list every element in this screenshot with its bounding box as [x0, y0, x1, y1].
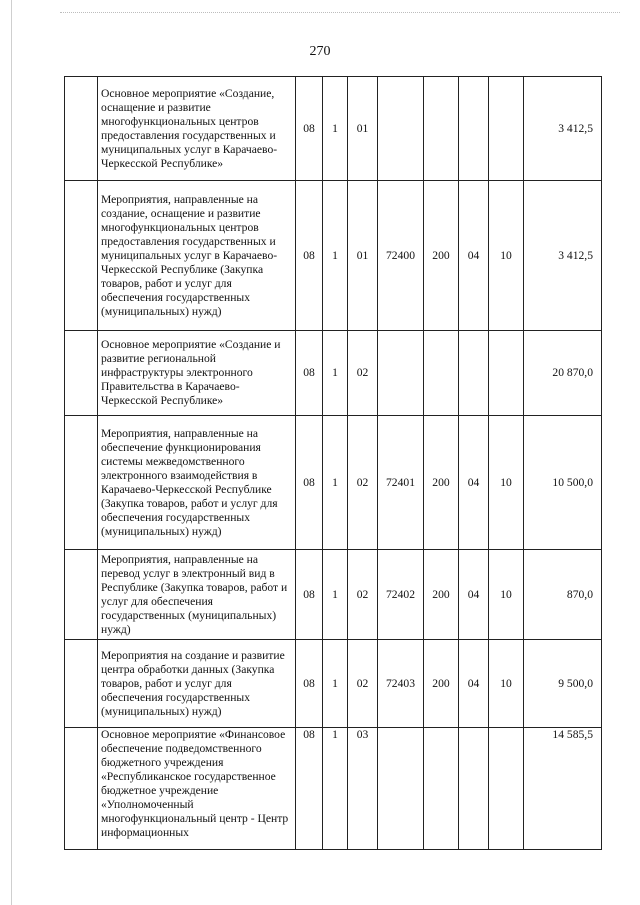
subsection-code-cell: 04 — [459, 181, 489, 331]
expense-code-cell: 72402 — [378, 550, 424, 640]
event-code-cell: 01 — [348, 77, 378, 181]
detail-code-cell — [489, 728, 524, 850]
expense-code-cell — [378, 77, 424, 181]
amount-cell: 3 412,5 — [524, 181, 602, 331]
expense-code-cell: 72401 — [378, 416, 424, 550]
detail-code-cell: 10 — [489, 550, 524, 640]
program-code-cell: 1 — [323, 77, 348, 181]
program-code-cell: 1 — [323, 550, 348, 640]
detail-code-cell: 10 — [489, 181, 524, 331]
event-code-cell: 02 — [348, 640, 378, 728]
expense-code-cell — [378, 728, 424, 850]
table-row — [65, 550, 602, 640]
section-code-cell: 08 — [296, 640, 323, 728]
row-name-cell: Мероприятия, направленные на перевод услуг в электронный вид в Республике (Закупка товаров, работ и услуг для обеспечения государственных (муниципальных) нужд) — [98, 550, 296, 640]
row-name-cell: Основное мероприятие «Создание, оснащение и развитие многофункциональных центров предоставления государственных и муниципальных услуг в Карачаево-Черкесской Республике» — [98, 77, 296, 181]
section-code-cell: 08 — [296, 416, 323, 550]
table-row — [65, 640, 602, 728]
row-number-cell — [65, 331, 98, 416]
expense-code-cell: 72403 — [378, 640, 424, 728]
event-code-cell: 02 — [348, 331, 378, 416]
program-code-cell: 1 — [323, 181, 348, 331]
table-row — [65, 728, 602, 850]
event-code-cell: 01 — [348, 181, 378, 331]
program-code-cell: 1 — [323, 640, 348, 728]
section-code-cell: 08 — [296, 728, 323, 850]
table-row — [65, 331, 602, 416]
amount-cell: 3 412,5 — [524, 77, 602, 181]
expense-type-code-cell — [424, 331, 459, 416]
amount-cell: 10 500,0 — [524, 416, 602, 550]
subsection-code-cell: 04 — [459, 550, 489, 640]
scan-edge — [11, 0, 12, 905]
event-code-cell: 02 — [348, 416, 378, 550]
subsection-code-cell: 04 — [459, 416, 489, 550]
row-name-cell: Основное мероприятие «Финансовое обеспечение подведомственного бюджетного учреждения «Республиканское государственное бюджетное учреждение «Уполномоченный многофункциональный центр - Центр информационных — [98, 728, 296, 850]
amount-cell: 870,0 — [524, 550, 602, 640]
row-name-cell: Мероприятия, направленные на обеспечение функционирования системы межведомственного электронного взаимодействия в Карачаево-Черкесской Республике (Закупка товаров, работ и услуг для обеспечения государственных (муниципальных) нужд) — [98, 416, 296, 550]
detail-code-cell — [489, 331, 524, 416]
row-number-cell — [65, 77, 98, 181]
table-row — [65, 181, 602, 331]
expense-type-code-cell: 200 — [424, 416, 459, 550]
expense-code-cell: 72400 — [378, 181, 424, 331]
program-code-cell: 1 — [323, 728, 348, 850]
row-number-cell — [65, 416, 98, 550]
row-name-cell: Мероприятия на создание и развитие центра обработки данных (Закупка товаров, работ и услуг для обеспечения государственных (муниципальных) нужд) — [98, 640, 296, 728]
row-number-cell — [65, 550, 98, 640]
amount-cell: 9 500,0 — [524, 640, 602, 728]
program-code-cell: 1 — [323, 416, 348, 550]
budget-table — [64, 76, 602, 850]
expense-type-code-cell: 200 — [424, 550, 459, 640]
detail-code-cell — [489, 77, 524, 181]
subsection-code-cell — [459, 331, 489, 416]
scan-edge-top — [60, 12, 620, 14]
expense-code-cell — [378, 331, 424, 416]
event-code-cell: 03 — [348, 728, 378, 850]
table-row — [65, 416, 602, 550]
expense-type-code-cell: 200 — [424, 181, 459, 331]
section-code-cell: 08 — [296, 550, 323, 640]
row-name-cell: Основное мероприятие «Создание и развитие региональной инфраструктуры электронного Правительства в Карачаево-Черкесской Республике» — [98, 331, 296, 416]
expense-type-code-cell — [424, 728, 459, 850]
amount-cell: 20 870,0 — [524, 331, 602, 416]
event-code-cell: 02 — [348, 550, 378, 640]
subsection-code-cell — [459, 728, 489, 850]
program-code-cell: 1 — [323, 331, 348, 416]
page-number: 270 — [309, 44, 331, 59]
section-code-cell: 08 — [296, 331, 323, 416]
subsection-code-cell — [459, 77, 489, 181]
expense-type-code-cell — [424, 77, 459, 181]
row-number-cell — [65, 181, 98, 331]
section-code-cell: 08 — [296, 181, 323, 331]
detail-code-cell: 10 — [489, 416, 524, 550]
row-number-cell — [65, 640, 98, 728]
row-name-cell: Мероприятия, направленные на создание, оснащение и развитие многофункциональных центров предоставления государственных и муниципальных услуг в Карачаево-Черкесской Республике (Закупка товаров, работ и услуг для обеспечения государственных (муниципальных) нужд) — [98, 181, 296, 331]
row-number-cell — [65, 728, 98, 850]
table-row — [65, 77, 602, 181]
subsection-code-cell: 04 — [459, 640, 489, 728]
amount-cell: 14 585,5 — [524, 728, 602, 850]
detail-code-cell: 10 — [489, 640, 524, 728]
expense-type-code-cell: 200 — [424, 640, 459, 728]
section-code-cell: 08 — [296, 77, 323, 181]
